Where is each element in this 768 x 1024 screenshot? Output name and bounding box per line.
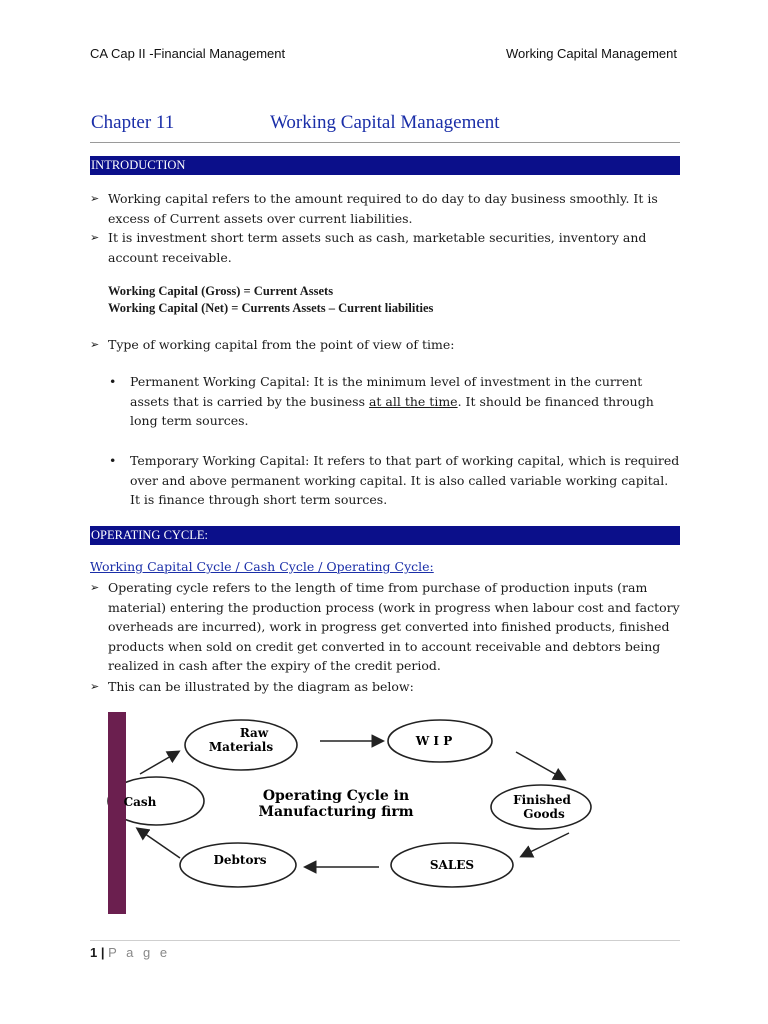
arrow-bullet-icon: ➢ — [90, 231, 100, 244]
finished-goods-label-2: Goods — [523, 807, 565, 821]
arrow-bullet-icon: ➢ — [90, 581, 100, 594]
operating-cycle-subtitle: Working Capital Cycle / Cash Cycle / Operating Cycle: — [90, 559, 434, 574]
permanent-text — [130, 372, 680, 431]
running-header-left: CA Cap II -Financial Management — [90, 46, 286, 61]
intro-bullet-1 — [90, 189, 680, 228]
temporary-text: Temporary Working Capital: It refers to that part of working capital, which is required over and above permanent working capital. It is also called variable working capital. It is finance through short term sources. — [130, 453, 680, 507]
permanent-item — [109, 372, 680, 431]
chapter-heading — [90, 112, 680, 143]
debtors-label: Debtors — [213, 853, 267, 867]
dot-bullet-icon: • — [109, 374, 117, 389]
diagram-center-line-1: Operating Cycle in — [262, 788, 410, 804]
dot-bullet-icon: • — [109, 453, 117, 468]
arrow-wip-to-finished — [516, 752, 564, 779]
diagram-center-line-2: Manufacturing firm — [258, 804, 414, 820]
footer-divider — [90, 940, 680, 941]
finished-goods-label-1: Finished — [513, 793, 571, 807]
page-number: 1 — [90, 945, 98, 960]
cycle-bullet-1-text: Operating cycle refers to the length of time from purchase of production inputs (ram material) entering the production process (work in progress when labour cost and factory overheads are incurred), work in progress get converted into finished products, finished products when sold on credit get converted in to account receivable and debtors being realized in cash after the expiry of the credit period. — [108, 580, 680, 673]
cycle-bullet-1 — [90, 578, 680, 676]
type-bullet — [90, 335, 680, 355]
cycle-bullet-2-text: This can be illustrated by the diagram as below: — [108, 679, 414, 694]
page-separator: | — [100, 945, 105, 960]
section-heading-operating-cycle: OPERATING CYCLE: — [91, 528, 209, 542]
running-header-right: Working Capital Management — [505, 46, 677, 61]
raw-materials-label-1: Raw — [239, 726, 269, 740]
temporary-item — [109, 451, 680, 510]
section-heading-introduction: INTRODUCTION — [91, 158, 186, 172]
chapter-title: Working Capital Management — [270, 112, 500, 133]
formula-net: Working Capital (Net) = Currents Assets – Current liabilities — [108, 301, 434, 315]
permanent-text-before: Permanent Working Capital: It is the minimum level of investment in the current assets that is carried by the business — [130, 374, 643, 409]
arrow-debtors-to-cash — [138, 829, 180, 858]
page-footer — [90, 945, 170, 960]
sales-label: SALES — [429, 858, 475, 872]
arrow-cash-to-raw — [140, 752, 178, 774]
intro-bullet-2-text: It is investment short term assets such as cash, marketable securities, inventory and account receivable. — [108, 230, 647, 265]
chapter-number: Chapter 11 — [91, 112, 175, 133]
type-bullet-text: Type of working capital from the point of view of time: — [108, 337, 455, 352]
arrow-bullet-icon: ➢ — [90, 338, 100, 351]
intro-bullet-2 — [90, 228, 680, 267]
intro-bullet-1-text: Working capital refers to the amount required to do day to day business smoothly. It is excess of Current assets over current liabilities. — [108, 191, 658, 226]
section-band-operating-cycle — [90, 526, 680, 545]
wip-label: W I P — [415, 734, 453, 748]
permanent-text-after: . It should be financed through long term sources. — [130, 393, 654, 428]
permanent-text-underlined: at all the time — [368, 393, 458, 409]
arrow-bullet-icon: ➢ — [90, 192, 100, 205]
raw-materials-label-2: Materials — [208, 740, 274, 754]
arrow-finished-to-sales — [522, 833, 569, 856]
arrow-bullet-icon: ➢ — [90, 680, 100, 693]
cash-label: Cash — [123, 795, 157, 809]
section-band-introduction — [90, 156, 680, 175]
cycle-bullet-2 — [90, 677, 680, 697]
page-word: P a g e — [108, 945, 171, 960]
operating-cycle-diagram — [104, 708, 624, 918]
formula-gross: Working Capital (Gross) = Current Assets — [108, 284, 334, 298]
